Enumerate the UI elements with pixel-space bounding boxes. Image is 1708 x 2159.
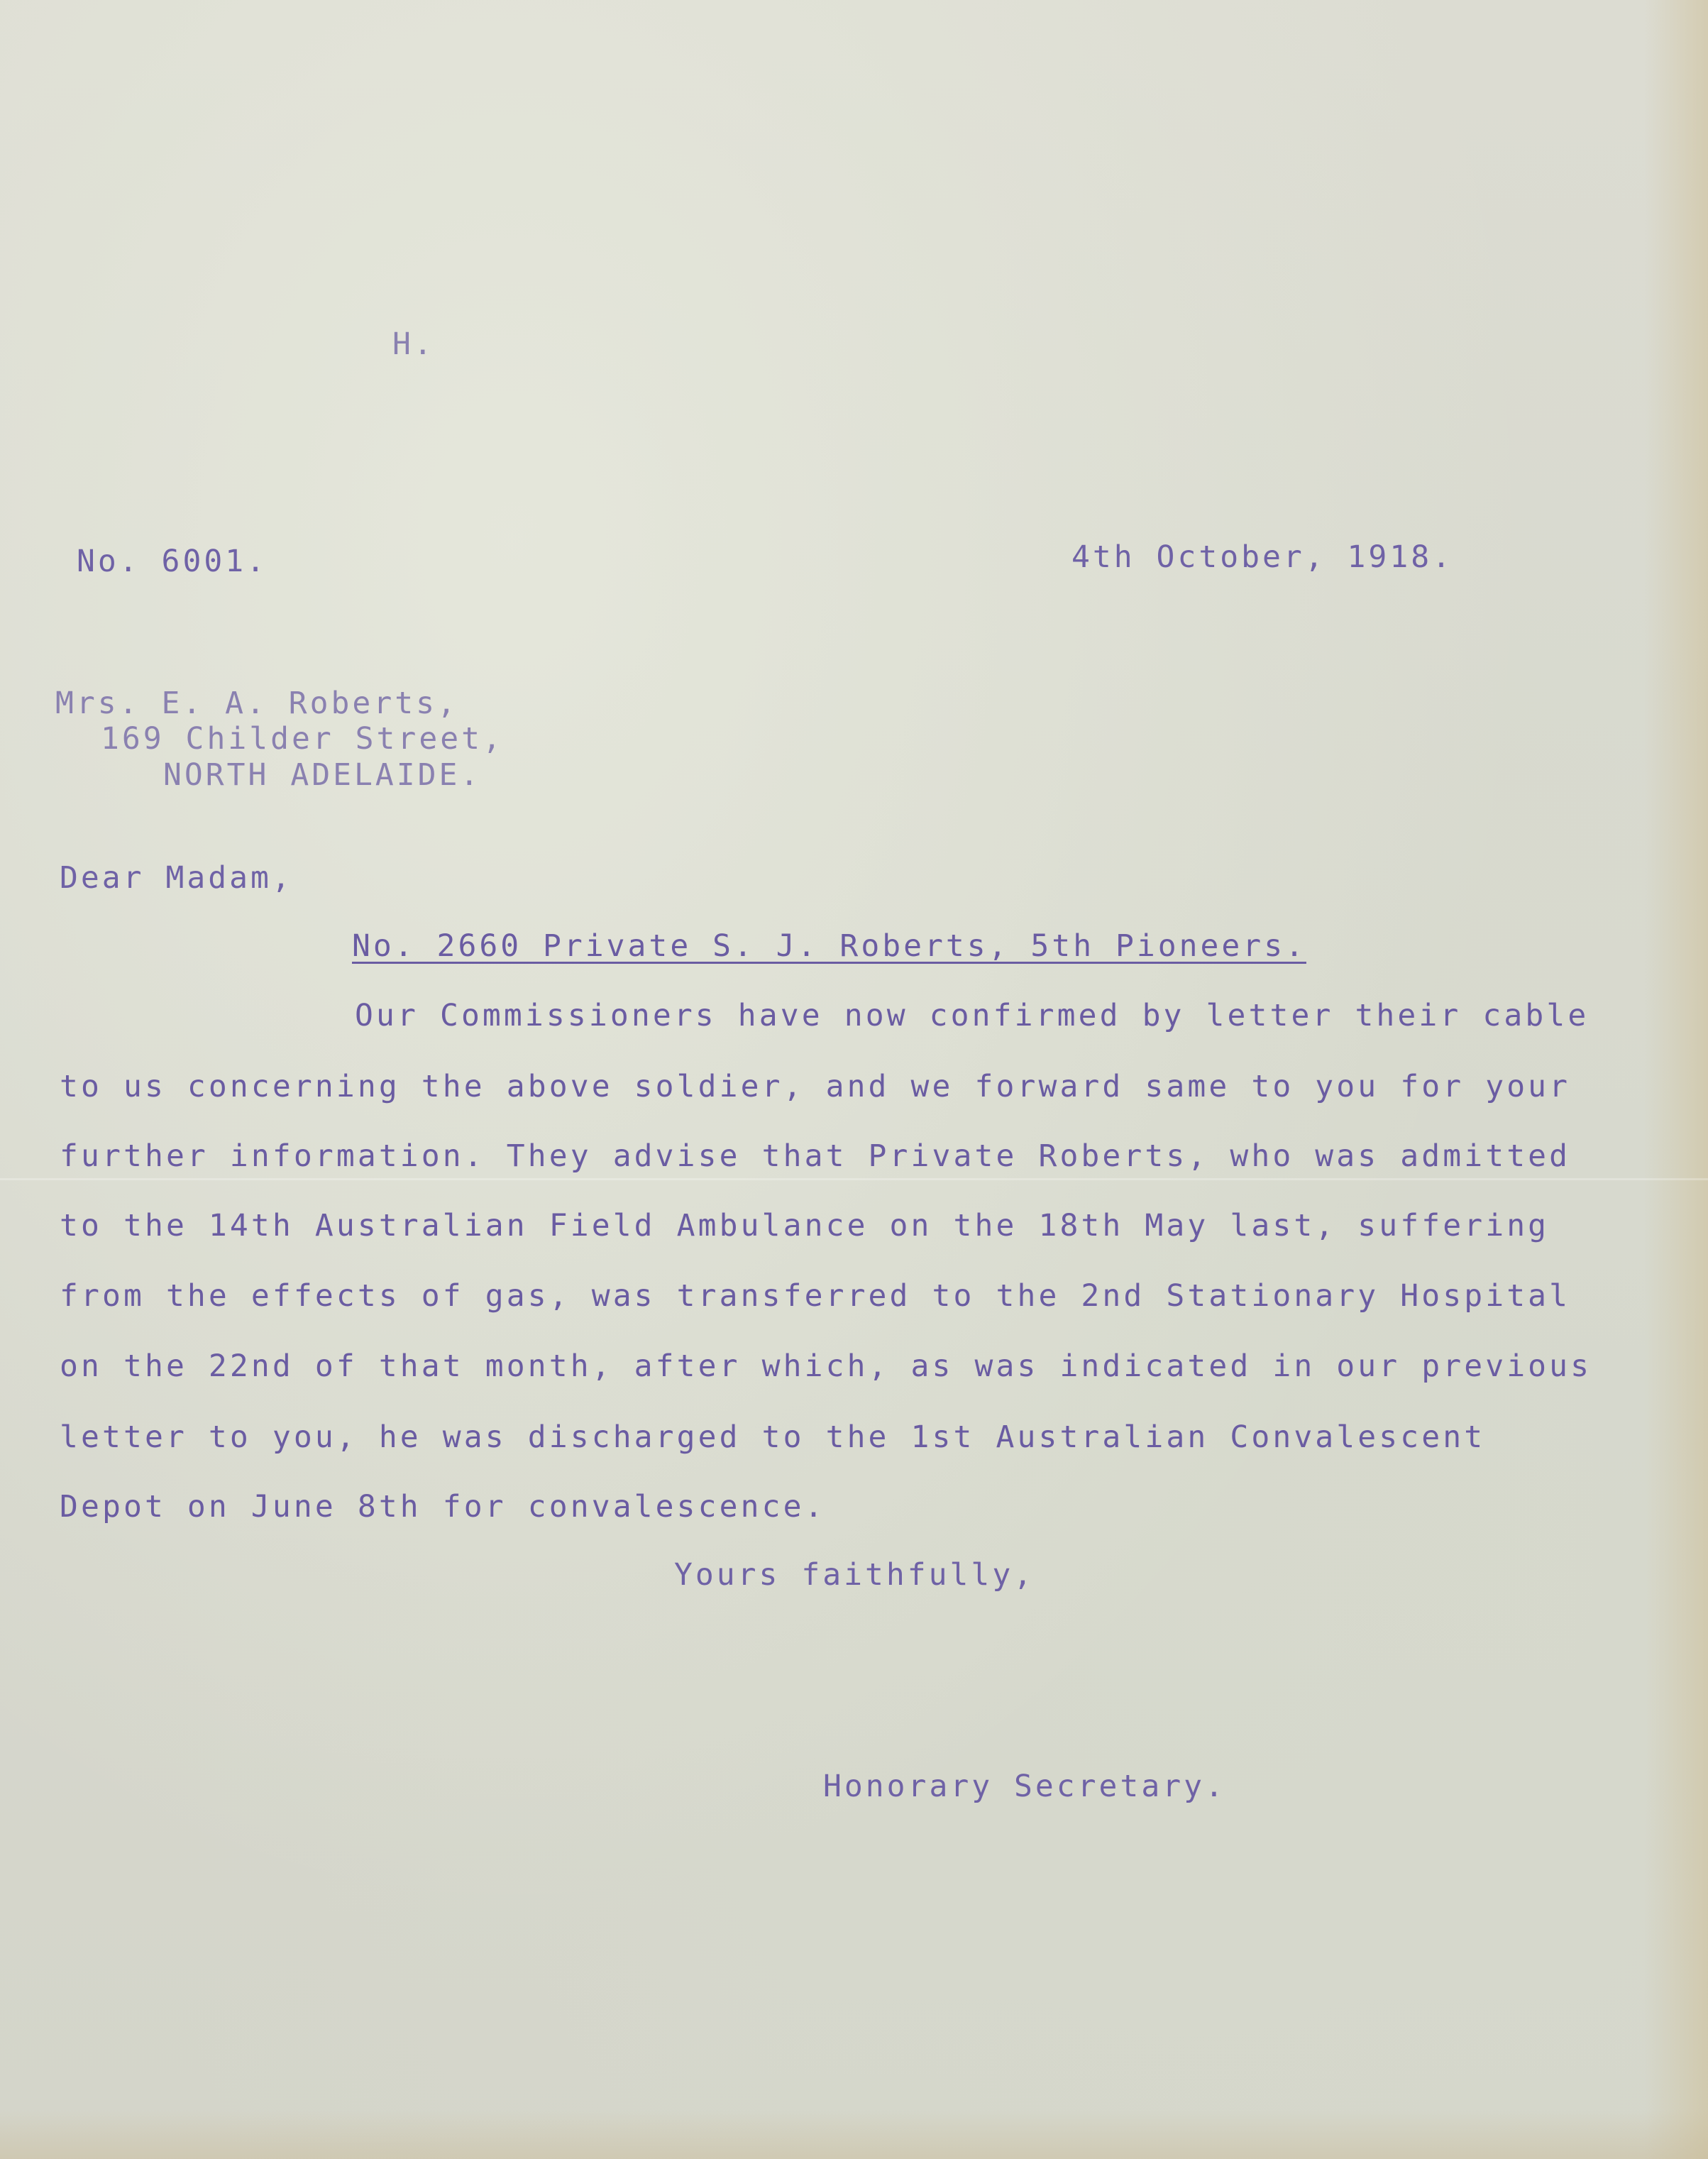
recipient-street: 169 Childer Street, (101, 721, 504, 757)
file-initial: H. (392, 326, 435, 362)
closing: Yours faithfully, (674, 1557, 1035, 1593)
body-line: to us concerning the above soldier, and we forward same to you for your (60, 1069, 1571, 1104)
paper-edge-bottom (0, 2109, 1708, 2159)
body-line: on the 22nd of that month, after which, as was indicated in our previous (60, 1348, 1592, 1384)
signature-title: Honorary Secretary. (823, 1769, 1226, 1804)
body-line: from the effects of gas, was transferred to the 2nd Stationary Hospital (60, 1278, 1571, 1314)
body-line: to the 14th Australian Field Ambulance on the 18th May last, suffering (60, 1208, 1550, 1243)
body-line: Our Commissioners have now confirmed by letter their cable (355, 998, 1589, 1033)
letter-date: 4th October, 1918. (1071, 539, 1453, 575)
body-line: Depot on June 8th for convalescence. (60, 1489, 826, 1525)
subject-line: No. 2660 Private S. J. Roberts, 5th Pioneers. (352, 928, 1306, 964)
paper-edge-right (1644, 0, 1708, 2159)
recipient-name: Mrs. E. A. Roberts, (55, 686, 458, 721)
body-line: further information. They advise that Private Roberts, who was admitted (60, 1138, 1571, 1174)
recipient-city: NORTH ADELAIDE. (163, 757, 482, 793)
reference-number: No. 6001. (77, 544, 268, 579)
body-line: letter to you, he was discharged to the 1st Australian Convalescent (60, 1419, 1486, 1455)
paper-fold (0, 1178, 1708, 1180)
salutation: Dear Madam, (60, 860, 293, 896)
